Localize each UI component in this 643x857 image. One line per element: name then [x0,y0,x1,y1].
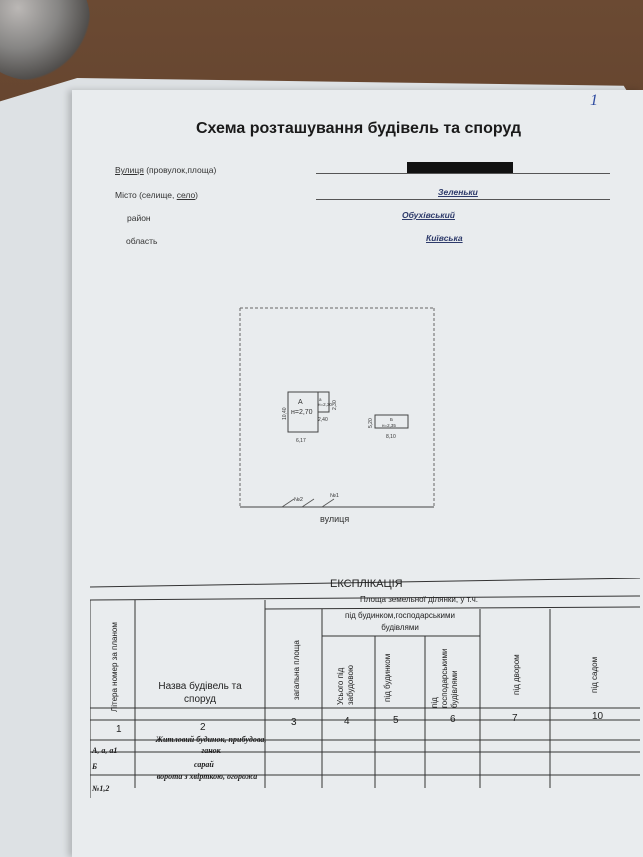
under-buildings-header: під будинком,господарськими будівлями [345,611,455,632]
area-header: Площа земельної ділянки, у т.ч. [360,595,478,604]
district-value: Обухівський [402,210,455,220]
shed-left-dim: 5,20 [368,418,374,428]
gate-hatch-3 [322,499,334,507]
col-name: Назва будівель та споруд [158,681,242,705]
col-garden: під садом [590,656,599,693]
rule-area [265,607,640,609]
annex-height: н=2,30 [318,402,332,407]
street-caption: вулиця [320,514,350,524]
house-letter: А [298,399,303,406]
col-yard: під двором [512,654,521,695]
colnum-3: 3 [291,717,297,728]
colnum-4: 4 [344,716,350,727]
row1-litera: А, а, а1 [92,746,118,755]
colnum-5: 5 [393,715,399,726]
shed-bottom-dim: 8,10 [386,434,396,440]
annex-letter: а [319,397,322,402]
district-label: район [127,213,151,223]
gate-2-label: №2 [294,497,303,503]
row3-name: ворота з хвірткою, огорожа [156,772,258,781]
row2-name: сарай [194,760,214,769]
col-outbuild: під господарськими будівлями [430,648,459,708]
gate-1-label: №1 [330,493,339,499]
row1-name: Житловий будинок, прибудова, ганок [155,735,267,755]
colnum-10: 10 [592,711,604,722]
row3-litera: №1,2 [92,784,110,793]
col-house: під будинком [383,653,392,702]
col-built: Усього під забудовою [336,665,355,705]
colnum-1: 1 [116,724,122,735]
site-plan [232,300,442,530]
colnum-6: 6 [450,714,456,725]
page-title: Схема розташування будівель та споруд [196,120,522,137]
col-litera: Літера номер за планом [110,622,119,712]
house-height: н=2,70 [291,409,313,416]
shed-height: н=2,35 [382,423,396,428]
city-line [316,199,610,200]
row2-litera: Б [92,762,98,771]
house-left-dim: 10,40 [282,407,288,420]
street-label: Вулиця (провулок,площа) [115,165,217,175]
colnum-7: 7 [512,713,518,724]
explication-title: ЕКСПЛІКАЦІЯ [330,578,403,590]
house-bottom-dim: 6,17 [296,438,306,444]
colnum-2: 2 [200,722,206,733]
street-line [316,173,610,174]
page-number: 1 [590,92,598,109]
annex-side: 2,40 [318,417,328,423]
city-value: Зеленьки [438,187,478,197]
region-label: область [126,236,158,246]
city-label: Місто (селище, село) [115,190,199,200]
gate-hatch-2 [302,499,314,507]
redaction-bar [407,162,513,173]
region-value: Київська [426,233,463,243]
gate-hatch-1 [282,499,294,507]
shed-letter: Б [390,417,393,422]
annex-vert: 2,30 [332,400,338,410]
col-total: загальна площа [292,640,301,700]
